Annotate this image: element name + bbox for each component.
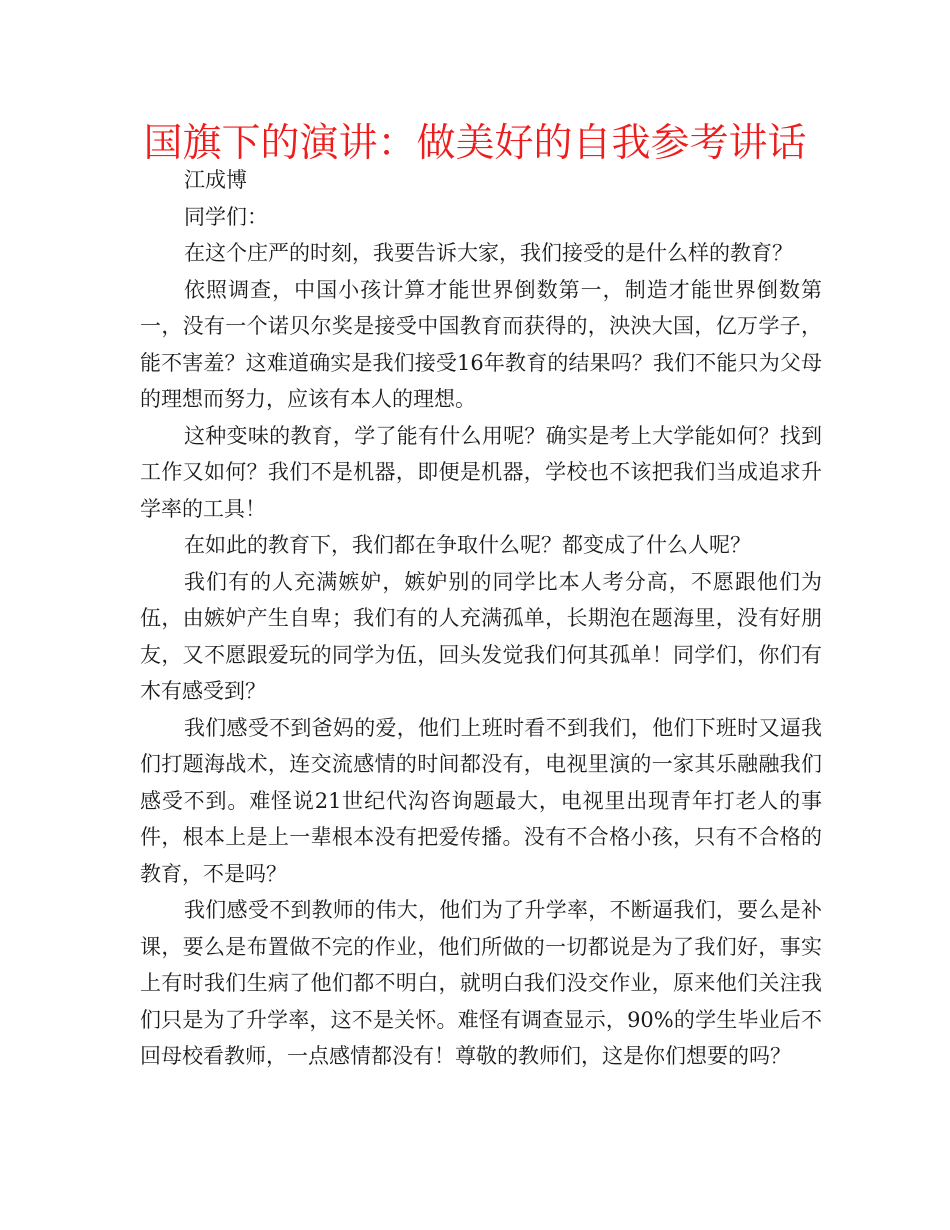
paragraph: 在如此的教育下，我们都在争取什么呢？都变成了什么人呢？ [184,533,751,557]
paragraph: 我们有的人充满嫉妒，嫉妒别的同学比本人考分高，不愿跟他们为伍，由嫉妒产生自卑；我们有的人充满孤单，长期泡在题海里，没有好朋友，又不愿跟爱玩的同学为伍，回头发觉我们何其孤单！同学们，你们有木有感受到？ [140,569,822,703]
paragraph-greeting: 同学们： [184,204,268,229]
paragraph: 我们感受不到教师的伟大，他们为了升学率，不断逼我们，要么是补课，要么是布置做不完的作业，他们所做的一切都说是为了我们好，事实上有时我们生病了他们都不明白，就明白我们没交作业，原来他们关注我们只是为了升学率，这不是关怀。难怪有调查显示，90%的学生毕业后不回母校看教师，一点感情都没有！尊敬的教师们，这是你们想要的吗？ [140,898,822,1068]
paragraph: 依照调查，中国小孩计算才能世界倒数第一，制造才能世界倒数第一，没有一个诺贝尔奖是接受中国教育而获得的，泱泱大国，亿万学子，能不害羞？这难道确实是我们接受16年教育的结果吗？我们不能只为父母的理想而努力，应该有本人的理想。 [140,277,822,411]
paragraph: 我们感受不到爸妈的爱，他们上班时看不到我们，他们下班时又逼我们打题海战术，连交流感情的时间都没有，电视里演的一家其乐融融我们感受不到。难怪说21世纪代沟咨询题最大，电视里出现青年打老人的事件，根本上是上一辈根本没有把爱传播。没有不合格小孩，只有不合格的教育，不是吗？ [140,715,822,886]
author-line: 江成博 [184,168,247,192]
document-title: 国旗下的演讲：做美好的自我参考讲话 [143,121,807,166]
document-body [140,162,822,1075]
paragraph: 这种变味的教育，学了能有什么用呢？确实是考上大学能如何？找到工作又如何？我们不是机器，即便是机器，学校也不该把我们当成追求升学率的工具！ [140,423,822,521]
paragraph: 在这个庄严的时刻，我要告诉大家，我们接受的是什么样的教育？ [184,241,793,265]
